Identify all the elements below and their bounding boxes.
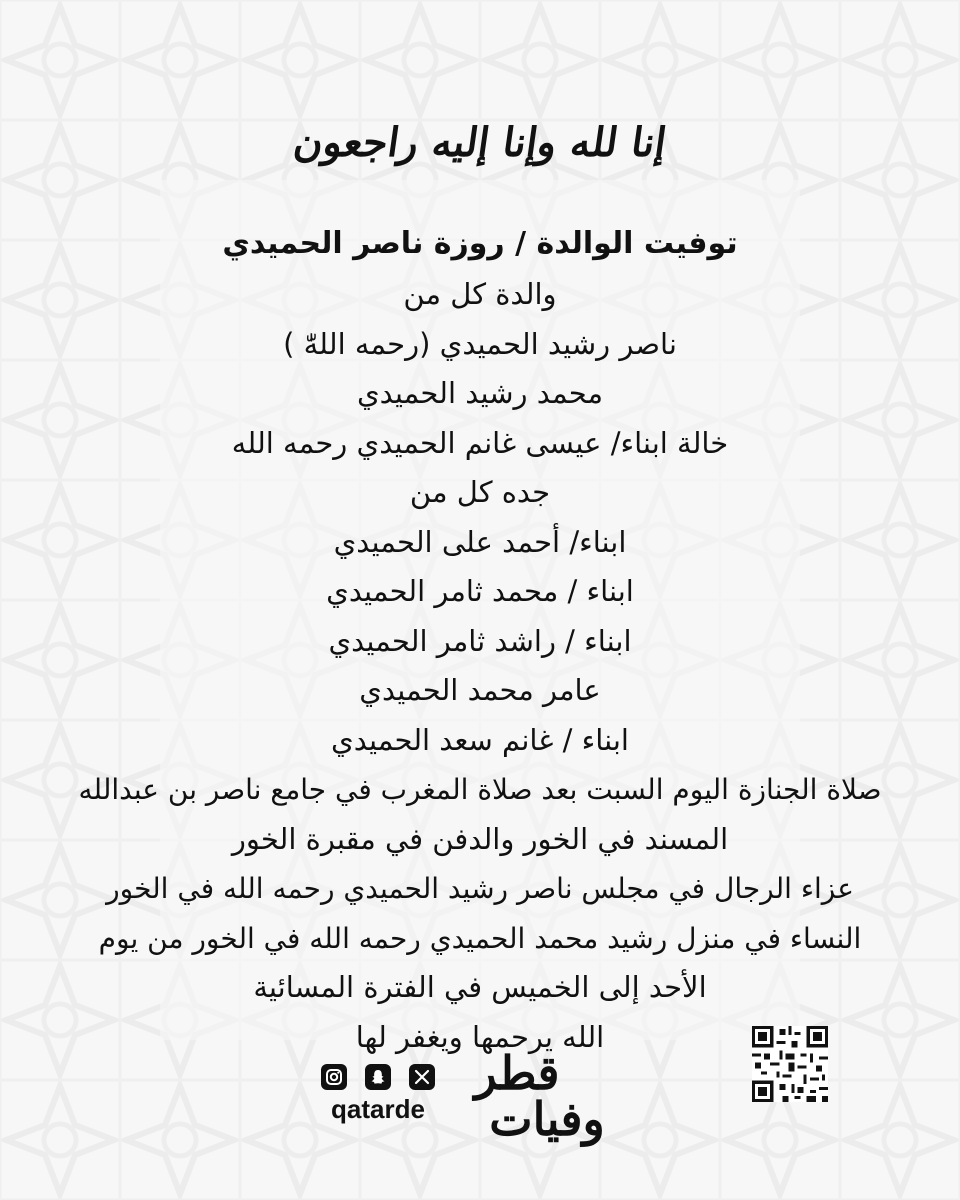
quran-calligraphy: إنا لله وإنا إليه راجعون: [290, 119, 670, 166]
text-line: جده كل من: [409, 475, 551, 509]
qr-code[interactable]: [752, 1026, 828, 1102]
text-line: والدة كل من: [403, 277, 557, 311]
text-line: عامر محمد الحميدي: [359, 673, 601, 707]
logo-line-2: وفيات: [489, 1092, 605, 1146]
text-line: الأحد إلى الخميس في الفترة المسائية: [253, 970, 707, 1004]
text-line: ابناء / راشد ثامر الحميدي: [328, 623, 632, 658]
social-block: [308, 1064, 448, 1134]
text-line: عزاء الرجال في مجلس ناصر رشيد الحميدي رحمه الله في الخور: [106, 872, 854, 905]
brand-logo: [452, 1046, 622, 1155]
snapchat-icon[interactable]: [365, 1064, 391, 1090]
obituary-text: [0, 218, 960, 1062]
social-handle[interactable]: qatarde: [331, 1094, 425, 1124]
text-line: محمد رشيد الحميدي: [356, 376, 603, 410]
text-line: ناصر رشيد الحميدي (رحمه اللهّٰ ): [283, 326, 677, 361]
obituary-title: توفيت الوالدة / روزة ناصر الحميدي: [222, 226, 738, 261]
text-line: ابناء/ أحمد على الحميدي: [333, 524, 627, 559]
text-line: خالة ابناء/ عيسى غانم الحميدي رحمه الله: [231, 425, 729, 460]
text-line: النساء في منزل رشيد محمد الحميدي رحمه الله في الخور من يوم: [98, 921, 862, 955]
text-line: المسند في الخور والدفن في مقبرة الخور: [231, 821, 729, 856]
text-line: ابناء / غانم سعد الحميدي: [331, 722, 629, 757]
logo-line-1: قطر: [474, 1046, 560, 1100]
instagram-icon[interactable]: [321, 1064, 347, 1090]
closing-prayer: الله يرحمها ويغفر لها: [355, 1019, 605, 1054]
text-line: صلاة الجنازة اليوم السبت بعد صلاة المغرب في جامع ناصر بن عبدالله: [78, 773, 882, 806]
text-line: ابناء / محمد ثامر الحميدي: [326, 574, 634, 608]
